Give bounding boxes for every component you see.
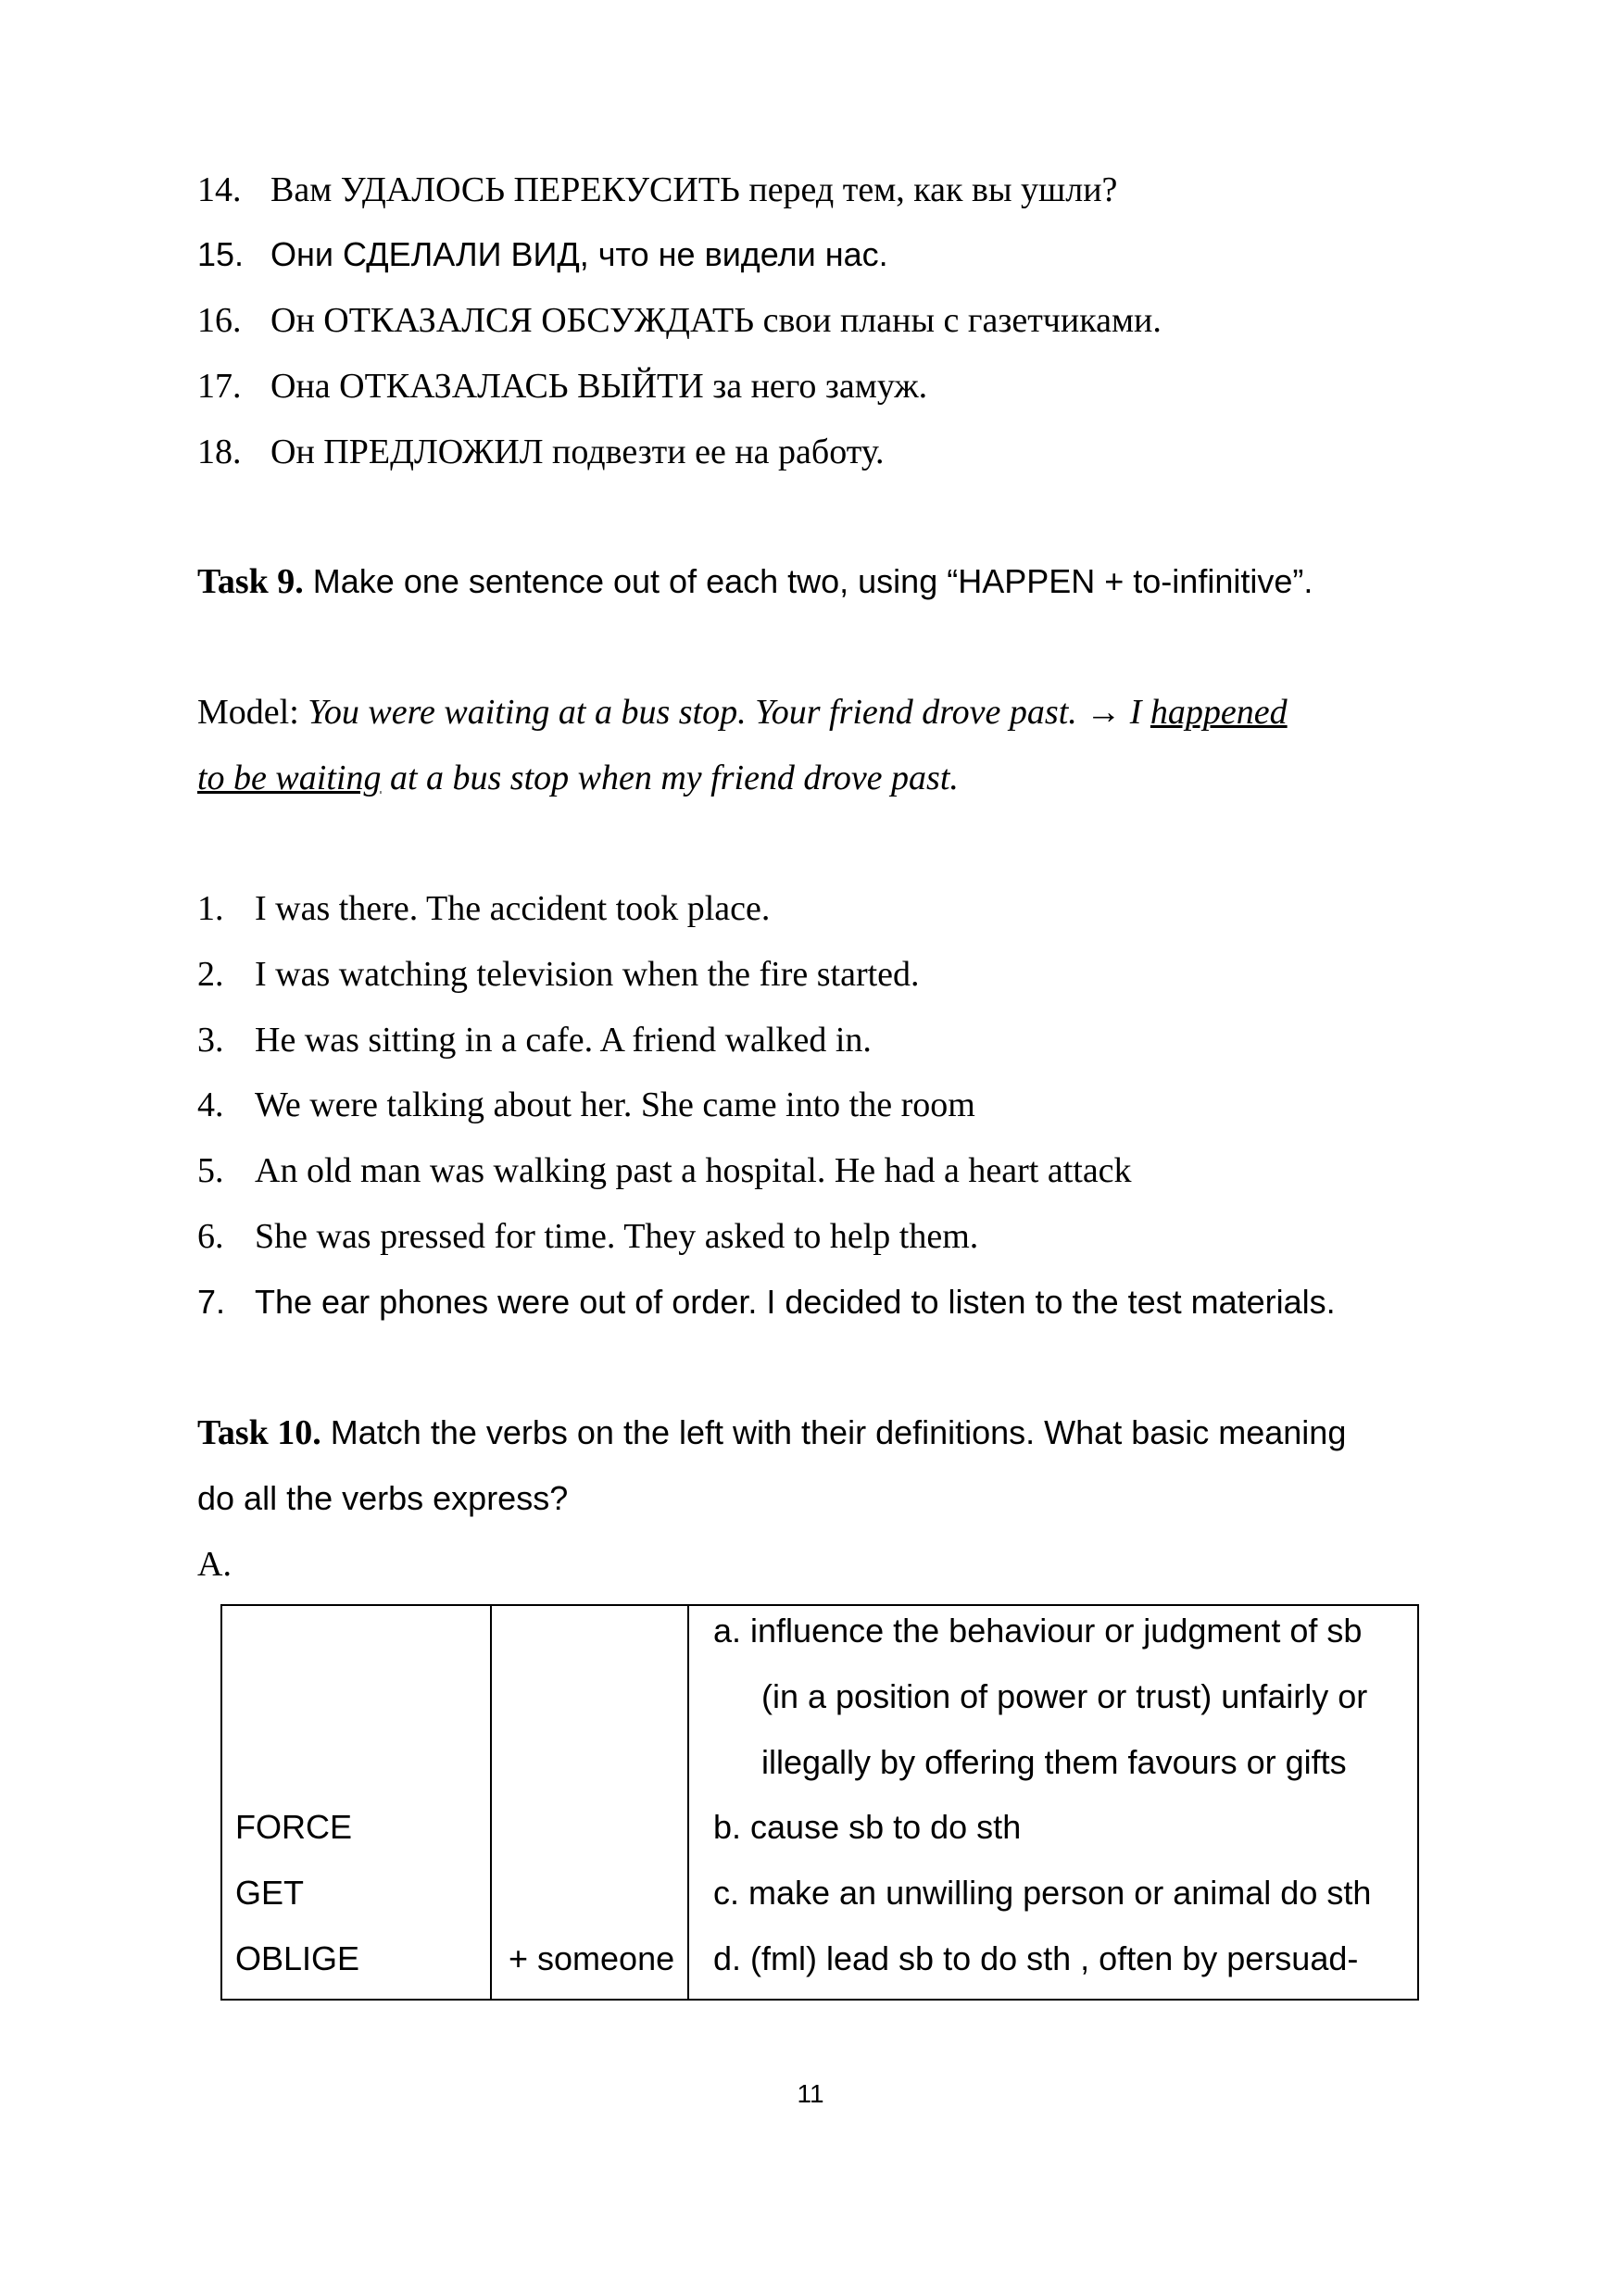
task10-label: Task 10. [197, 1413, 321, 1452]
table-row [221, 1605, 1418, 2000]
task10-heading-line1 [197, 1412, 1346, 1453]
definition-a-cont: illegally by offering them favours or gifts [761, 1743, 1347, 1781]
item-text: Он ОТКАЗАЛСЯ ОБСУЖДАТЬ свои планы с газетчиками. [270, 301, 1162, 340]
task9-label: Task 9. [197, 562, 304, 601]
verbs-table [220, 1604, 1419, 2001]
item-text: An old man was walking past a hospital. He had a heart attack [255, 1151, 1132, 1190]
verb-force: FORCE [235, 1808, 352, 1846]
model-text: You were waiting at a bus stop. Your friend drove past. → I [308, 693, 1150, 732]
page-number: 11 [797, 2079, 824, 2108]
definitions-column [688, 1605, 1418, 2000]
object-someone: + someone [509, 1939, 675, 1977]
task9-instruction: Make one sentence out of each two, using “HAPPEN + to-infinitive”. [303, 562, 1313, 600]
model-underline-happened: happened [1150, 693, 1288, 732]
item-text: She was pressed for time. They asked to help them. [255, 1217, 979, 1256]
task9-model-line2 [197, 758, 959, 798]
item-text: Вам УДАЛОСЬ ПЕРЕКУСИТЬ перед тем, как вы ушли? [270, 170, 1118, 209]
model-label: Model: [197, 693, 308, 732]
task9-heading [197, 561, 1313, 602]
item-number: 3. [197, 1021, 224, 1060]
item-number: 18. [197, 433, 242, 471]
item-text: We were talking about her. She came into the room [255, 1085, 975, 1124]
definition-a-cont: (in a position of power or trust) unfairly or [761, 1677, 1368, 1715]
item-text: I was watching television when the fire started. [255, 955, 920, 994]
item-number: 14. [197, 170, 242, 209]
item-text: Она ОТКАЗАЛАСЬ ВЫЙТИ за него замуж. [270, 367, 928, 406]
definition-d: d. (fml) lead sb to do sth , often by persuad- [713, 1939, 1359, 1977]
item-number: 5. [197, 1151, 224, 1190]
verb-oblige: OBLIGE [235, 1939, 360, 1977]
item-number: 15. [197, 235, 245, 273]
task9-model-line1 [197, 692, 1288, 733]
task10-instruction-1: Match the verbs on the left with their definitions. What basic meaning [320, 1413, 1347, 1451]
item-text: The ear phones were out of order. I decided to listen to the test materials. [255, 1283, 1336, 1321]
verb-get: GET [235, 1874, 305, 1912]
model-underline-to-be-waiting: to be waiting [197, 759, 382, 797]
item-number: 7. [197, 1283, 226, 1321]
task10-heading-line2 [197, 1478, 568, 1519]
item-text: Они СДЕЛАЛИ ВИД, что не видели нас. [270, 235, 888, 273]
item-text: I was there. The accident took place. [255, 889, 771, 928]
model-rest: at a bus stop when my friend drove past. [381, 759, 959, 797]
item-number: 17. [197, 367, 242, 406]
definition-a: a. influence the behaviour or judgment of sb [713, 1612, 1363, 1650]
verbs-column [221, 1605, 491, 2000]
task10-section-label: A. [197, 1545, 232, 1584]
object-column [491, 1605, 688, 2000]
item-number: 6. [197, 1217, 224, 1256]
item-number: 1. [197, 889, 224, 928]
item-text: He was sitting in a cafe. A friend walked in. [255, 1021, 872, 1060]
item-number: 2. [197, 955, 224, 994]
task10-instruction-2: do all the verbs express? [197, 1479, 569, 1517]
definition-b: b. cause sb to do sth [713, 1808, 1022, 1846]
definition-c: c. make an unwilling person or animal do sth [713, 1874, 1372, 1912]
item-text: Он ПРЕДЛОЖИЛ подвезти ее на работу. [270, 433, 885, 471]
item-number: 16. [197, 301, 242, 340]
item-number: 4. [197, 1085, 224, 1124]
